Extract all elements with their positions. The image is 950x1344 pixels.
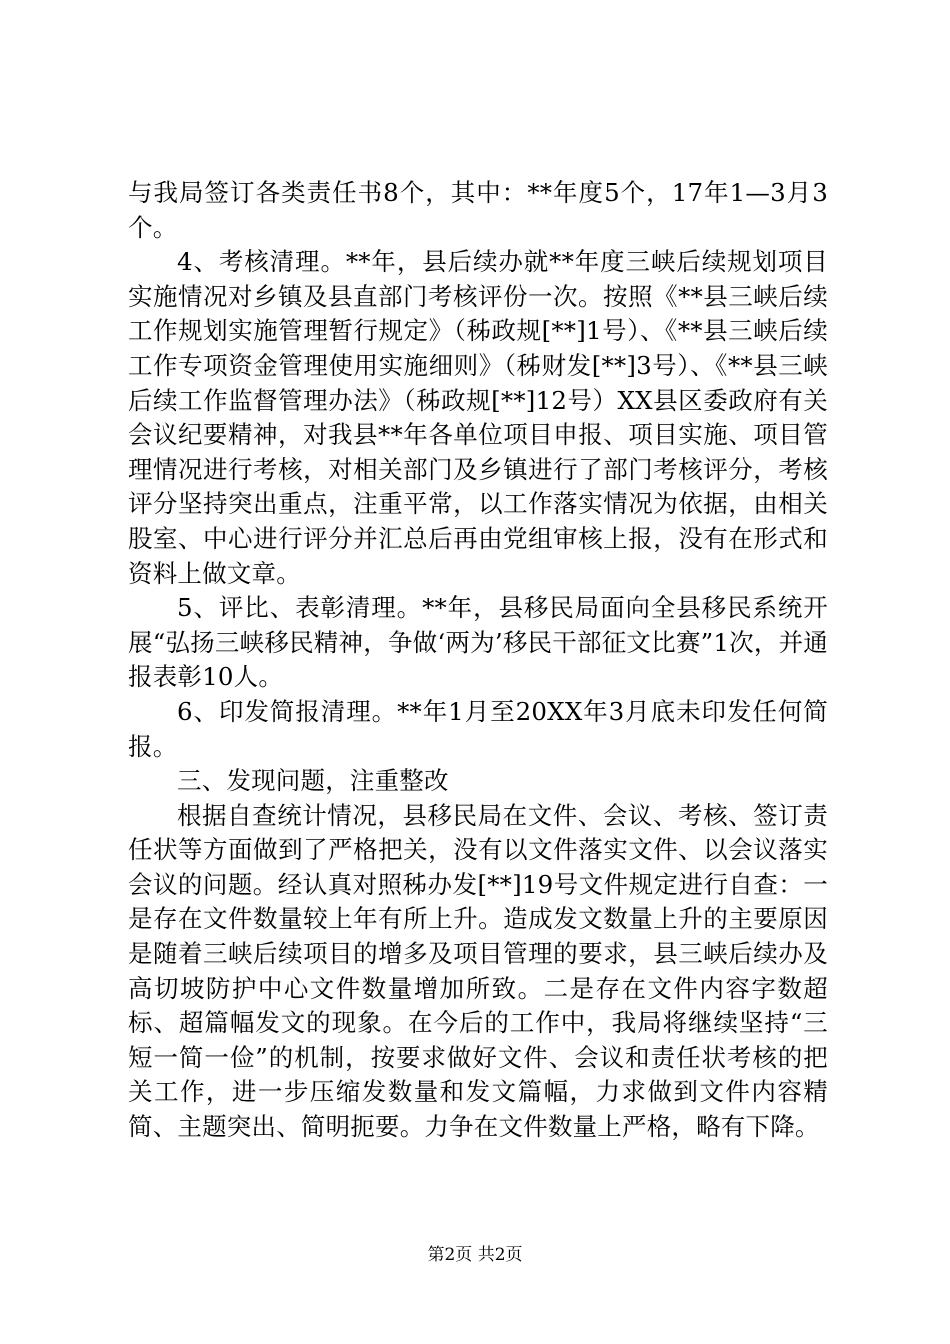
document-body [128,176,828,1145]
section-heading: 三、发现问题，注重整改 [177,766,449,796]
paragraph-bulletin-cleanup: 6、印发简报清理。**年1月至20XX年3月底未印发任何简报。 [128,696,828,761]
paragraph-assessment-cleanup: 4、考核清理。**年，县后续办就**年度三峡后续规划项目实施情况对乡镇及县直部门考核评份一次。按照《**县三峡后续工作规划实施管理暂行规定》（秭政规[**]1号）、《**县三峡后续工作专项资金管理使用实施细则》（秭财发[**]3号）、《**县三峡后续工作监督管理办法》（秭政规[**]12号）XX县区委政府有关会议纪要精神，对我县**年各单位项目申报、项目实施、项目管理情况进行考核，对相关部门及乡镇进行了部门考核评分，考核评分坚持突出重点，注重平常，以工作落实情况为依据，由相关股室、中心进行评分并汇总后再由党组审核上报，没有在形式和资料上做文章。 [128,247,828,588]
paragraph-rectification: 根据自查统计情况，县移民局在文件、会议、考核、签订责任状等方面做到了严格把关，没有以文件落实文件、以会议落实会议的问题。经认真对照秭办发[**]19号文件规定进行自查：一是存在文件数量较上年有所上升。造成发文数量上升的主要原因是随着三峡后续项目的增多及项目管理的要求，县三峡后续办及高切坡防护中心文件数量增加所致。二是存在文件内容字数超标、超篇幅发文的现象。在今后的工作中，我局将继续坚持“三短一简一俭”的机制，按要求做好文件、会议和责任状考核的把关工作，进一步压缩发数量和发文篇幅，力求做到文件内容精简、主题突出、简明扼要。力争在文件数量上严格，略有下降。 [128,800,828,1142]
paragraph-continuation: 与我局签订各类责任书8个，其中：**年度5个，17年1—3月3个。 [128,178,828,242]
paragraph-commendation-cleanup: 5、评比、表彰清理。**年，县移民局面向全县移民系统开展“弘扬三峡移民精神，争做‘两为’移民干部征文比赛”1次，并通报表彰10人。 [128,593,828,692]
page-number-footer: 第2页 共2页 [427,1245,523,1265]
